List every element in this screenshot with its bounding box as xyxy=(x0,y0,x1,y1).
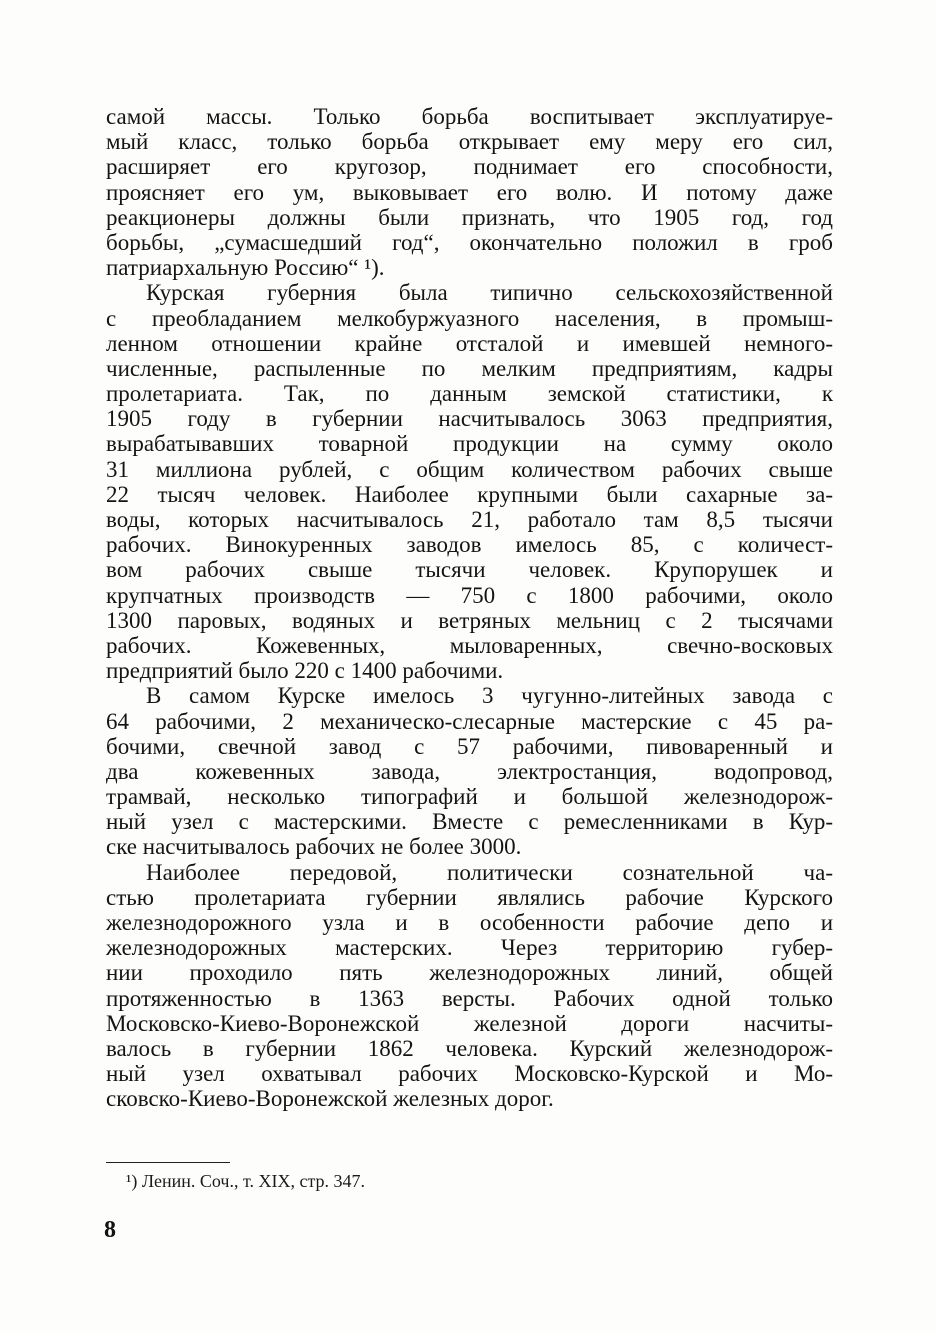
text-line: воды, которых насчитывалось 21, работало там 8,5 тысячи xyxy=(106,507,833,532)
paragraph-4 xyxy=(106,860,833,1112)
text-line: ленном отношении крайне отсталой и имевшей немного- xyxy=(106,330,833,356)
text-line: вырабатывавших товарной продукции на сумму около xyxy=(106,431,833,457)
text-line: 22 тысяч человек. Наиболее крупными были сахарные за- xyxy=(106,481,833,507)
text-line: расширяет его кругозор, поднимает его способности, xyxy=(106,154,833,180)
text-line: рабочих. Винокуренных заводов имелось 85, с количест- xyxy=(106,532,833,558)
footnote: ¹) Ленин. Соч., т. XIX, стр. 347. xyxy=(126,1171,366,1191)
text-line: Курская губерния была типично сельскохозяйственной xyxy=(146,280,833,306)
text-line: пролетариата. Так, по данным земской статистики, к xyxy=(106,381,833,407)
text-line: вом рабочих свыше тысячи человек. Крупорушек и xyxy=(106,557,833,583)
text-line: мый класс, только борьба открывает ему меру его сил, xyxy=(106,129,833,155)
text-line: железнодорожного узла и в особенности рабочие депо и xyxy=(106,910,833,935)
text-line: борьбы, „сумасшедший год“, окончательно положил в гроб xyxy=(106,229,833,255)
footnote-divider xyxy=(106,1162,230,1163)
text-line: два кожевенных завода, электростанция, водопровод, xyxy=(106,758,833,784)
text-line: бочими, свечной завод с 57 рабочими, пивоваренный и xyxy=(106,733,833,759)
paragraph-1 xyxy=(106,104,833,280)
text-line: сковско-Киево-Воронежской железных дорог. xyxy=(106,1086,554,1112)
text-line: патриархальную Россию“ ¹). xyxy=(106,255,385,281)
text-line: ске насчитывалось рабочих не более 3000. xyxy=(106,834,522,860)
text-line: стью пролетариата губернии являлись рабочие Курского xyxy=(106,884,833,910)
paragraph-3 xyxy=(106,683,833,859)
text-line: ный узел охватывал рабочих Московско-Курской и Мо- xyxy=(106,1061,833,1087)
text-line: 64 рабочими, 2 механическо-слесарные мастерские с 45 ра- xyxy=(106,708,833,734)
text-line: 31 миллиона рублей, с общим количеством рабочих свыше xyxy=(106,456,833,482)
paragraph-2 xyxy=(106,280,833,683)
page-number: 8 xyxy=(104,1217,116,1243)
text-line: численные, распыленные по мелким предприятиям, кадры xyxy=(106,355,833,381)
text-line: протяженностью в 1363 версты. Рабочих одной только xyxy=(106,985,833,1011)
text-line: нии проходило пять железнодорожных линий, общей xyxy=(106,960,833,986)
text-line: Наиболее передовой, политически сознательной ча- xyxy=(146,859,833,885)
text-line: железнодорожных мастерских. Через территорию губер- xyxy=(106,935,833,961)
text-line: крупчатных производств — 750 с 1800 рабочими, около xyxy=(106,582,833,608)
text-line: ный узел с мастерскими. Вместе с ремесленниками в Кур- xyxy=(106,809,833,835)
text-line: 1905 году в губернии насчитывалось 3063 предприятия, xyxy=(106,406,833,432)
text-line: 1300 паровых, водяных и ветряных мельниц с 2 тысячами xyxy=(106,607,833,633)
text-line: реакционеры должны были признать, что 1905 год, год xyxy=(106,204,833,230)
text-line: проясняет его ум, выковывает его волю. И потому даже xyxy=(106,179,833,205)
text-line: В самом Курске имелось 3 чугунно-литейных завода с xyxy=(146,683,833,709)
main-text xyxy=(106,104,833,1112)
text-line: с преобладанием мелкобуржуазного населения, в промыш- xyxy=(106,305,833,331)
text-line: рабочих. Кожевенных, мыловаренных, свечно-восковых xyxy=(106,632,833,658)
text-line: предприятий было 220 с 1400 рабочими. xyxy=(106,658,504,684)
text-line: трамвай, несколько типографий и большой железнодорож- xyxy=(106,784,833,810)
text-line: валось в губернии 1862 человека. Курский железнодорож- xyxy=(106,1035,833,1061)
text-line: самой массы. Только борьба воспитывает эксплуатируе- xyxy=(106,104,833,129)
text-line: Московско-Киево-Воронежской железной дороги насчиты- xyxy=(106,1010,833,1036)
